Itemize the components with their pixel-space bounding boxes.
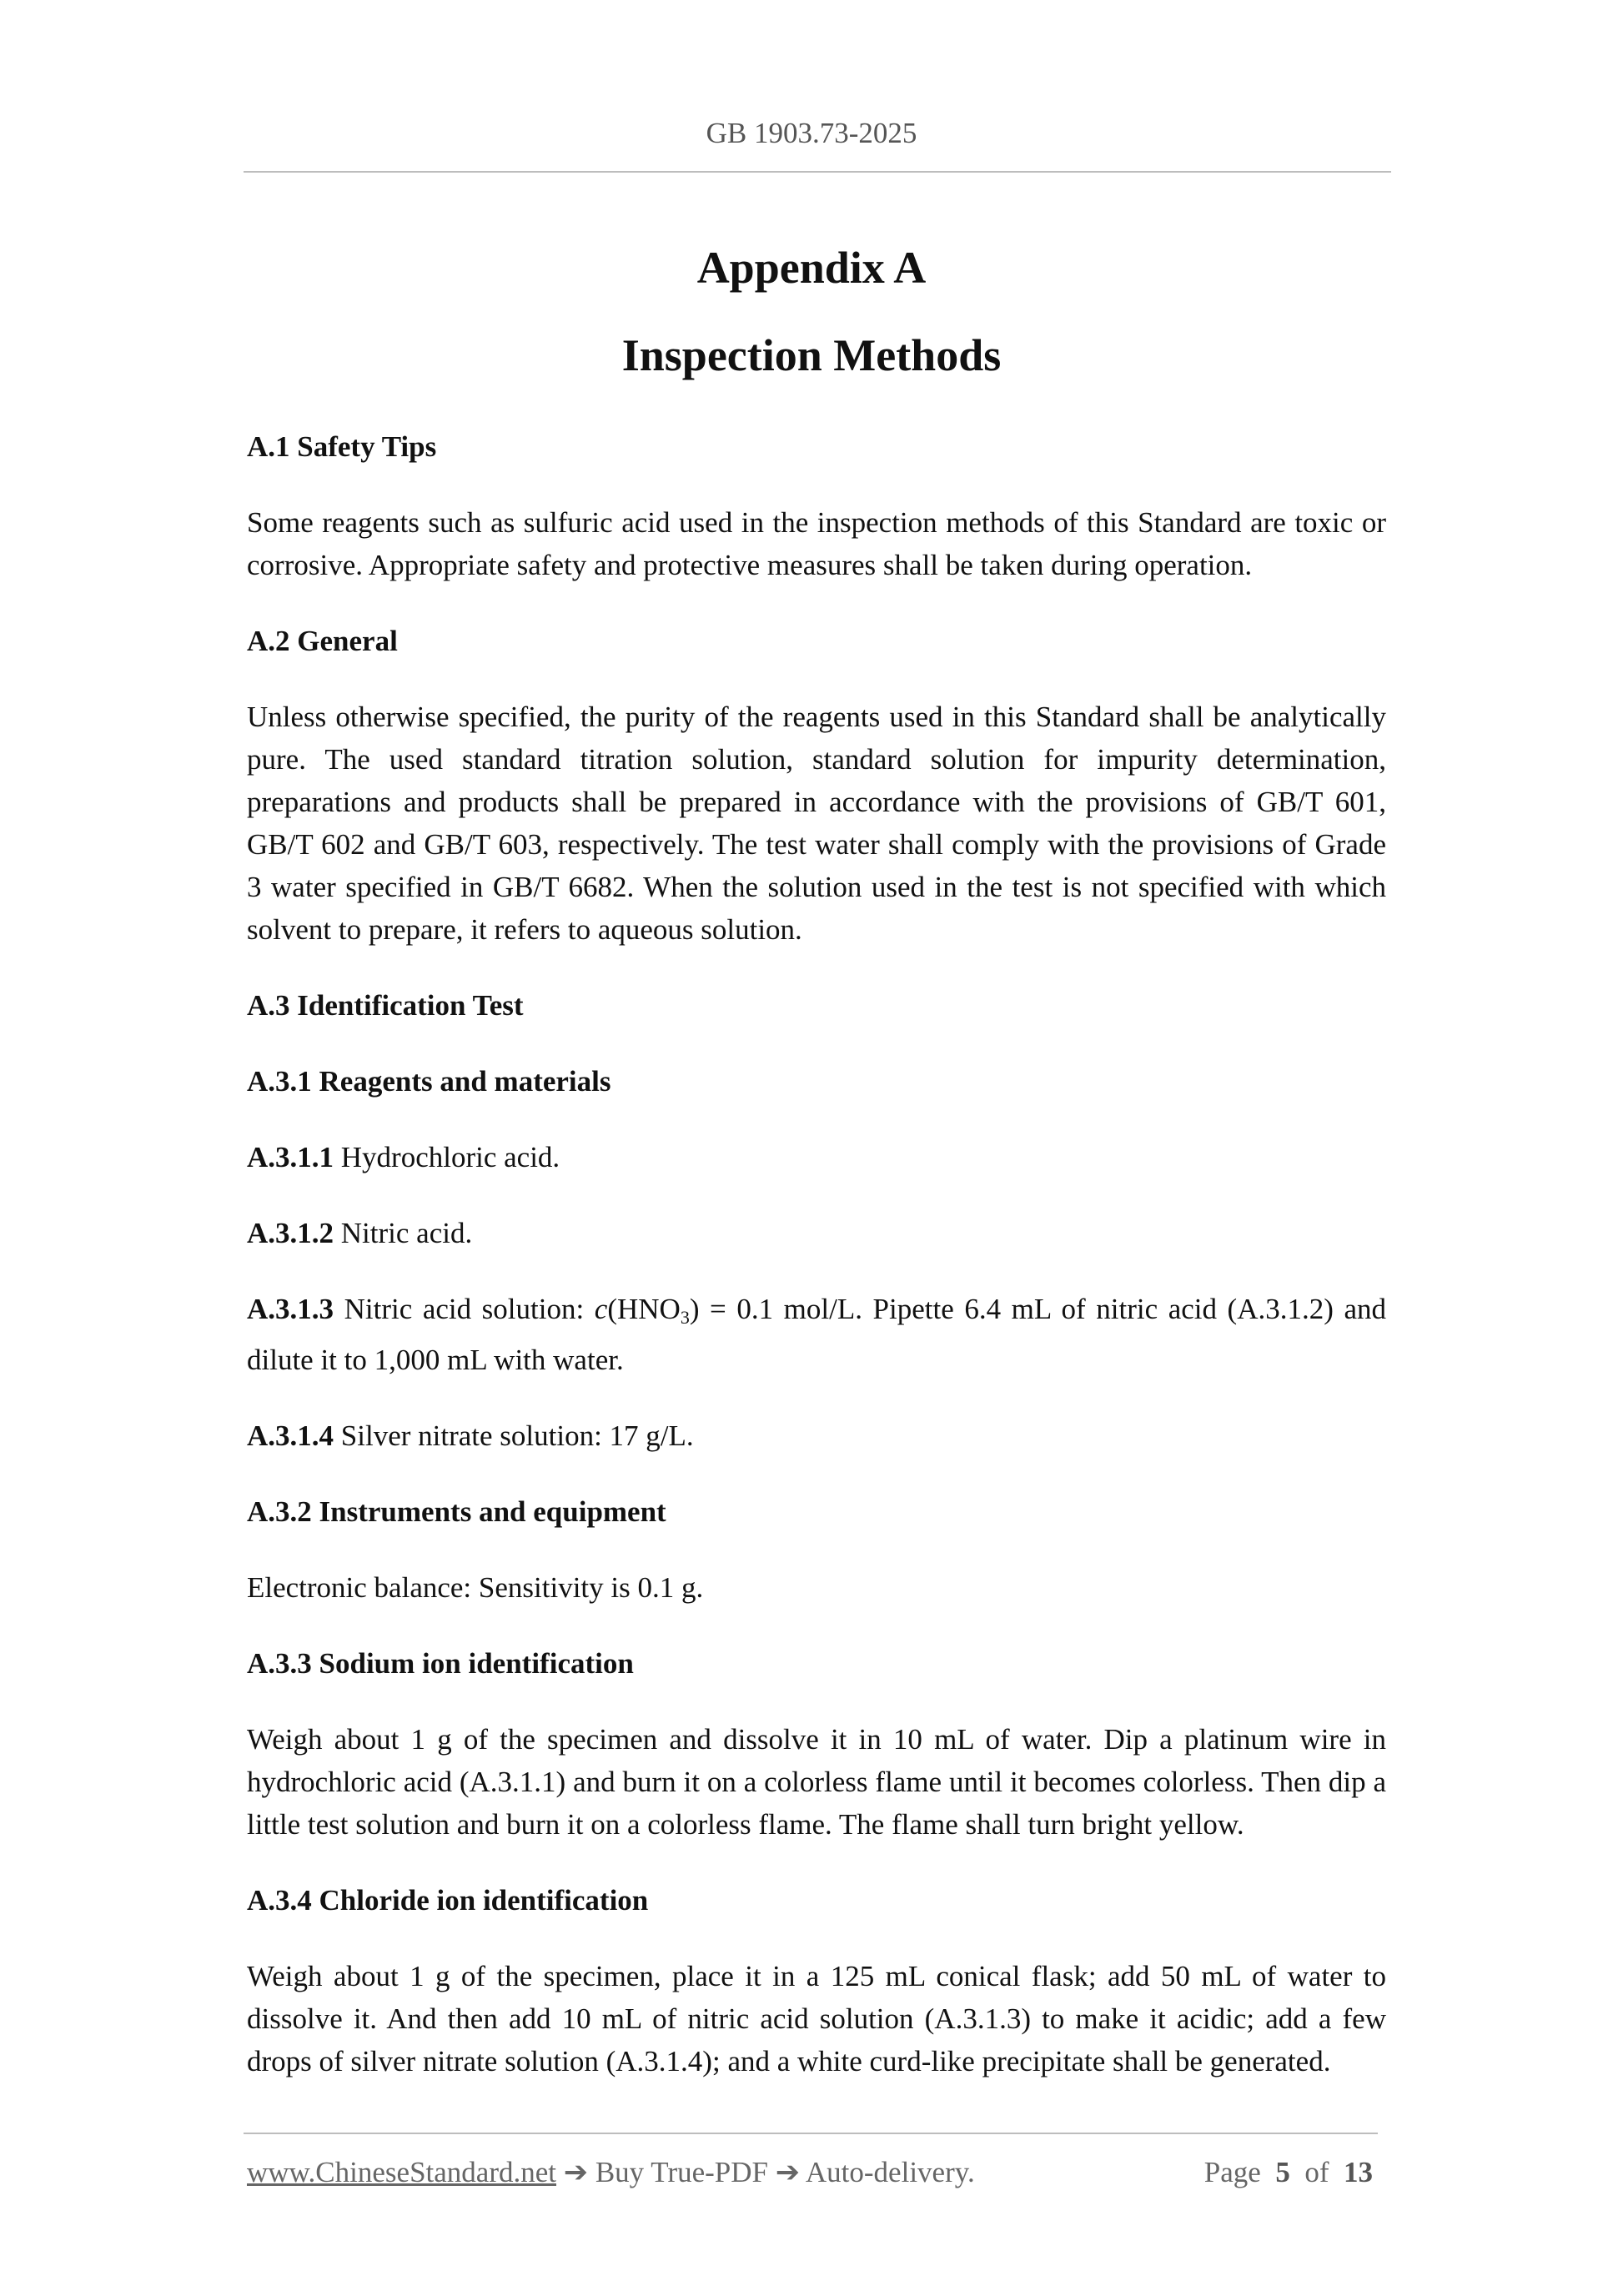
section-text-a1: Some reagents such as sulfuric acid used in the inspection methods of this Standard are toxic or corrosive. Appropriate safety and protective measures shall be taken during operation.: [247, 506, 1386, 581]
clause-number: A.3.1.3: [247, 1293, 334, 1325]
document-body: [247, 425, 1386, 2116]
clause-a312: [247, 1212, 1386, 1254]
section-text-a34: Weigh about 1 g of the specimen, place it in a 125 mL conical flask; add 50 mL of water to dissolve it. And then add 10 mL of nitric acid solution (A.3.1.3) to make it acidic; add a few drops of silver nitrate solution (A.3.1.4); and a white curd-like precipitate shall be generated.: [247, 1960, 1386, 2077]
page-number: 5: [1275, 2156, 1290, 2188]
arrow-icon: ➔: [768, 2156, 806, 2188]
clause-number: A.3.1.2: [247, 1217, 334, 1249]
clause-text-cont: ) = 0.1 mol/L. Pipette 6.4 mL of nitric acid (A.3.1.2) and dilute it to 1,000 mL with water.: [247, 1293, 1387, 1376]
header-rule: [244, 171, 1391, 173]
clause-number: A.3.1.4: [247, 1419, 334, 1452]
section-heading-a34: A.3.4 Chloride ion identification: [247, 1884, 649, 1917]
page-total: 13: [1344, 2156, 1373, 2188]
arrow-icon: ➔: [556, 2156, 595, 2188]
of-label: of: [1304, 2156, 1329, 2188]
page-footer: [247, 2156, 1373, 2189]
running-header: GB 1903.73-2025: [706, 117, 917, 149]
appendix-title: Appendix A: [696, 243, 927, 293]
clause-number: A.3.1.1: [247, 1141, 334, 1173]
buy-pdf-text: Buy True-PDF: [595, 2156, 768, 2188]
page-indicator: [1204, 2156, 1373, 2189]
formula-variable: c: [594, 1293, 608, 1325]
clause-text: Nitric acid.: [334, 1217, 473, 1249]
appendix-subtitle: Inspection Methods: [621, 330, 1002, 380]
footer-rule: [244, 2133, 1378, 2134]
section-heading-a33: A.3.3 Sodium ion identification: [247, 1647, 634, 1680]
formula-subscript: 3: [680, 1307, 690, 1328]
section-heading-a32: A.3.2 Instruments and equipment: [247, 1495, 666, 1528]
clause-a313: [247, 1288, 1386, 1381]
clause-text: Nitric acid solution:: [334, 1293, 595, 1325]
clause-text: Hydrochloric acid.: [334, 1141, 560, 1173]
section-text-a33: Weigh about 1 g of the specimen and dissolve it in 10 mL of water. Dip a platinum wire in hydrochloric acid (A.3.1.1) and burn it on a colorless flame until it becomes colorless. Then dip a little test solution and burn it on a colorless flame. The flame shall turn bright yellow.: [247, 1723, 1386, 1841]
clause-a311: [247, 1136, 1386, 1178]
section-heading-a2: A.2 General: [247, 625, 398, 657]
clause-text: Silver nitrate solution: 17 g/L.: [334, 1419, 694, 1452]
website-link[interactable]: www.ChineseStandard.net: [247, 2156, 556, 2188]
auto-delivery-text: Auto-delivery.: [805, 2156, 975, 2188]
section-text-a32: Electronic balance: Sensitivity is 0.1 g.: [247, 1571, 704, 1604]
clause-a314: [247, 1414, 1386, 1457]
page-label: Page: [1203, 2156, 1261, 2188]
section-text-a2: Unless otherwise specified, the purity of the reagents used in this Standard shall be analytically pure. The used standard titration solution, standard solution for impurity determination, preparations and products shall be prepared in accordance with the provisions of GB/T 601, GB/T 602 and GB/T 603, respectively. The test water shall comply with the provisions of Grade 3 water specified in GB/T 6682. When the solution used in the test is not specified with which solvent to prepare, it refers to aqueous solution.: [247, 701, 1386, 946]
section-heading-a3: A.3 Identification Test: [247, 989, 524, 1022]
formula-part: (HNO: [607, 1293, 681, 1325]
section-heading-a1: A.1 Safety Tips: [247, 430, 437, 463]
section-heading-a31: A.3.1 Reagents and materials: [247, 1065, 611, 1098]
